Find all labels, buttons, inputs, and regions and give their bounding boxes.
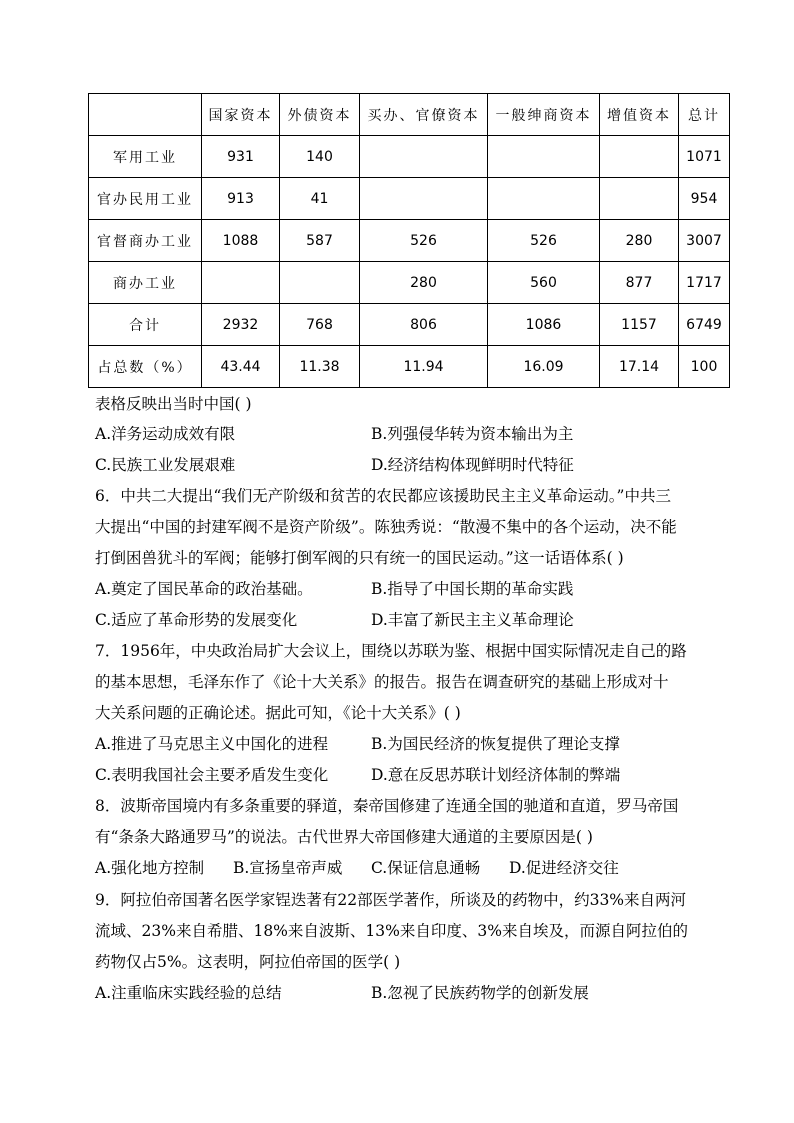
q7-option-a[interactable]: A.推进了马克思主义中国化的进程 — [95, 735, 329, 753]
table-cell: 1071 — [679, 136, 730, 178]
table-cell: 587 — [280, 220, 360, 262]
table-cell: 931 — [202, 136, 280, 178]
table-header-cell: 国家资本 — [202, 94, 280, 136]
table-cell: 526 — [360, 220, 488, 262]
q6-stem-line: 大提出“中国的封建军阀不是资产阶级”。陈独秀说：“散漫不集中的各个运动，决不能 — [95, 518, 677, 536]
table-header-cell: 外债资本 — [280, 94, 360, 136]
table-cell: 6749 — [679, 304, 730, 346]
q9-stem-line: 流域、23%来自希腊、18%来自波斯、13%来自印度、3%来自埃及，而源自阿拉伯的 — [95, 922, 688, 940]
table-cell — [488, 136, 600, 178]
table-header-cell: 总计 — [679, 94, 730, 136]
q6-stem-line: 打倒困兽犹斗的军阀；能够打倒军阀的只有统一的国民运动。”这一话语体系( ) — [95, 549, 624, 567]
table-header-cell — [89, 94, 202, 136]
table-row — [89, 304, 730, 346]
q8-option-a[interactable]: A.强化地方控制 — [95, 859, 205, 877]
table-header-cell: 买办、官僚资本 — [360, 94, 488, 136]
table-cell: 1157 — [600, 304, 679, 346]
table-cell — [202, 262, 280, 304]
table-cell: 526 — [488, 220, 600, 262]
table-row — [89, 346, 730, 388]
table-cell — [360, 136, 488, 178]
table-cell: 1086 — [488, 304, 600, 346]
row-label: 占总数（%） — [89, 346, 202, 388]
q6-option-c[interactable]: C.适应了革命形势的发展变化 — [95, 611, 298, 629]
table-cell: 16.09 — [488, 346, 600, 388]
table-cell: 140 — [280, 136, 360, 178]
q7-option-b[interactable]: B.为国民经济的恢复提供了理论支撑 — [371, 735, 620, 753]
q8-stem-line: 有“条条大路通罗马”的说法。古代世界大帝国修建大通道的主要原因是( ) — [95, 828, 593, 846]
table-cell: 11.94 — [360, 346, 488, 388]
table-cell: 1088 — [202, 220, 280, 262]
q7-stem-line: 7．1956年，中央政治局扩大会议上，围绕以苏联为鉴、根据中国实际情况走自己的路 — [95, 642, 687, 660]
row-label: 合计 — [89, 304, 202, 346]
q9-option-b[interactable]: B.忽视了民族药物学的创新发展 — [371, 984, 589, 1002]
table-row — [89, 136, 730, 178]
table-cell: 41 — [280, 178, 360, 220]
table-cell: 806 — [360, 304, 488, 346]
table-cell — [488, 178, 600, 220]
table-cell: 11.38 — [280, 346, 360, 388]
table-cell: 3007 — [679, 220, 730, 262]
q8-stem-line: 8．波斯帝国境内有多条重要的驿道，秦帝国修建了连通全国的驰道和直道，罗马帝国 — [95, 797, 679, 815]
q9-stem-line: 9．阿拉伯帝国著名医学家锃迭著有22部医学著作，所谈及的药物中，约33%来自两河 — [95, 891, 687, 909]
q7-option-d[interactable]: D.意在反思苏联计划经济体制的弊端 — [371, 766, 621, 784]
q8-option-d[interactable]: D.促进经济交往 — [509, 859, 619, 877]
table-cell: 913 — [202, 178, 280, 220]
table-row — [89, 262, 730, 304]
q5-option-c[interactable]: C.民族工业发展艰难 — [95, 456, 236, 474]
table-cell: 280 — [360, 262, 488, 304]
table-cell: 1717 — [679, 262, 730, 304]
q7-option-c[interactable]: C.表明我国社会主要矛盾发生变化 — [95, 766, 329, 784]
row-label: 官办民用工业 — [89, 178, 202, 220]
table-cell — [360, 178, 488, 220]
table-cell: 877 — [600, 262, 679, 304]
table-cell: 280 — [600, 220, 679, 262]
table-cell: 2932 — [202, 304, 280, 346]
q8-option-c[interactable]: C.保证信息通畅 — [371, 859, 481, 877]
q8-option-b[interactable]: B.宣扬皇帝声威 — [233, 859, 343, 877]
table-cell — [600, 178, 679, 220]
table-cell — [600, 136, 679, 178]
table-row — [89, 178, 730, 220]
q6-stem-line: 6．中共二大提出“我们无产阶级和贫苦的农民都应该援助民主主义革命运动。”中共三 — [95, 487, 671, 505]
table-row — [89, 220, 730, 262]
q7-stem-line: 的基本思想，毛泽东作了《论十大关系》的报告。报告在调查研究的基础上形成对十 — [95, 673, 669, 691]
q9-stem-line: 药物仅占5%。这表明，阿拉伯帝国的医学( ) — [95, 953, 401, 971]
capital-table — [88, 93, 730, 388]
row-label: 官督商办工业 — [89, 220, 202, 262]
table-cell: 17.14 — [600, 346, 679, 388]
row-label: 商办工业 — [89, 262, 202, 304]
q5-option-b[interactable]: B.列强侵华转为资本输出为主 — [371, 425, 574, 443]
table-header-cell: 一般绅商资本 — [488, 94, 600, 136]
q6-option-d[interactable]: D.丰富了新民主主义革命理论 — [371, 611, 574, 629]
table-cell: 100 — [679, 346, 730, 388]
table-cell: 768 — [280, 304, 360, 346]
q7-stem-line: 大关系问题的正确论述。据此可知，《论十大关系》( ) — [95, 704, 461, 722]
table-header-row — [89, 94, 730, 136]
q5-option-a[interactable]: A.洋务运动成效有限 — [95, 425, 236, 443]
table-header-cell: 增值资本 — [600, 94, 679, 136]
q5-option-d[interactable]: D.经济结构体现鲜明时代特征 — [371, 456, 574, 474]
row-label: 军用工业 — [89, 136, 202, 178]
q5-stem: 表格反映出当时中国( ) — [95, 395, 252, 413]
table-cell — [280, 262, 360, 304]
q6-option-b[interactable]: B.指导了中国长期的革命实践 — [371, 580, 574, 598]
table-cell: 560 — [488, 262, 600, 304]
q9-option-a[interactable]: A.注重临床实践经验的总结 — [95, 984, 282, 1002]
table-cell: 954 — [679, 178, 730, 220]
q6-option-a[interactable]: A.奠定了国民革命的政治基础。 — [95, 580, 313, 598]
table-cell: 43.44 — [202, 346, 280, 388]
